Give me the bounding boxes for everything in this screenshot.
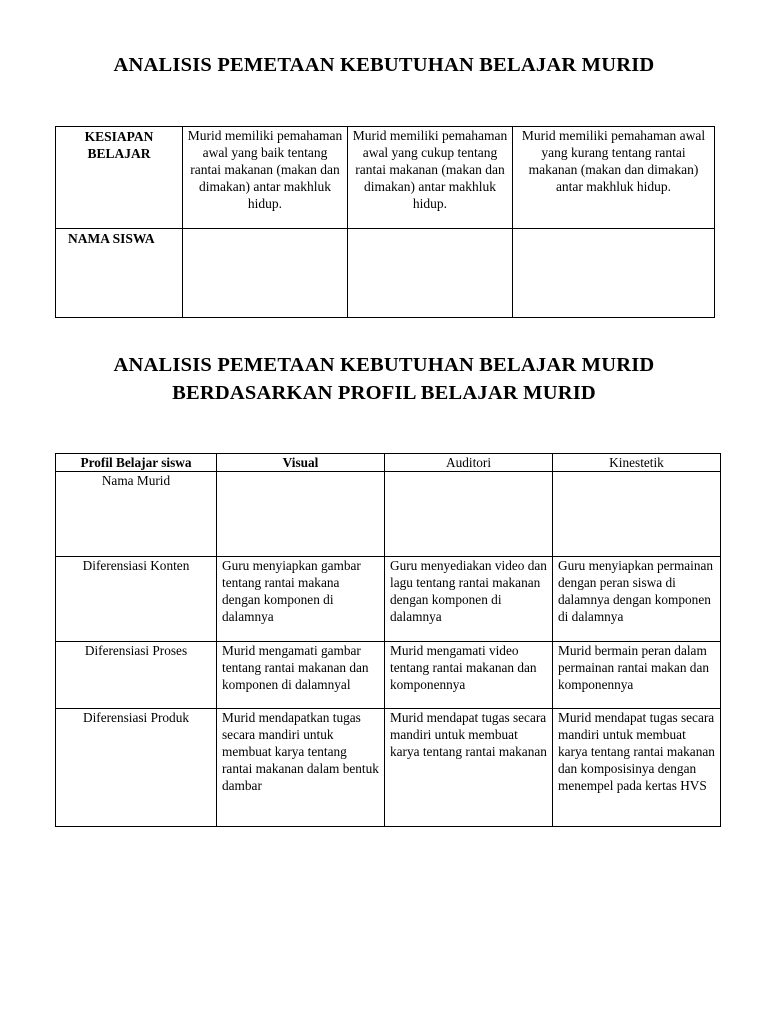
table-cell: Murid mengamati gambar tentang rantai makanan dan komponen di dalamnyal	[217, 642, 385, 709]
table-row	[56, 229, 715, 318]
empty-cell	[553, 472, 721, 557]
section-title-line-1: ANALISIS PEMETAAN KEBUTUHAN BELAJAR MURID	[113, 354, 655, 376]
table-cell: Murid bermain peran dalam permainan rantai makan dan komponennya	[553, 642, 721, 709]
readiness-moderate-cell: Murid memiliki pemahaman awal yang cukup tentang rantai makanan (makan dan dimakan) antar makhluk hidup.	[348, 127, 513, 229]
column-header: Profil Belajar siswa	[56, 454, 217, 472]
table-header-row	[56, 454, 721, 472]
empty-cell	[385, 472, 553, 557]
row-label: Diferensiasi Konten	[56, 557, 217, 642]
table-row	[56, 557, 721, 642]
nama-siswa-label: NAMA SISWA	[56, 229, 183, 318]
table-cell: Murid mendapat tugas secara mandiri untuk membuat karya tentang rantai makanan dan komposisinya dengan menempel pada kertas HVS	[553, 709, 721, 827]
column-header: Auditori	[385, 454, 553, 472]
section-title-line-2: BERDASARKAN PROFIL BELAJAR MURID	[172, 382, 596, 404]
empty-cell	[217, 472, 385, 557]
section-title	[0, 351, 768, 407]
column-header: Visual	[217, 454, 385, 472]
row-label: Diferensiasi Proses	[56, 642, 217, 709]
table-cell: Guru menyiapkan gambar tentang rantai makana dengan komponen di dalamnya	[217, 557, 385, 642]
empty-cell	[513, 229, 715, 318]
empty-cell	[348, 229, 513, 318]
table-cell: Murid mendapatkan tugas secara mandiri untuk membuat karya tentang rantai makanan dalam bentuk dambar	[217, 709, 385, 827]
learning-readiness-table	[55, 126, 715, 318]
table-row	[56, 709, 721, 827]
table-cell: Murid mendapat tugas secara mandiri untuk membuat karya tentang rantai makanan	[385, 709, 553, 827]
kesiapan-belajar-label: KESIAPAN BELAJAR	[56, 127, 183, 229]
table-row	[56, 472, 721, 557]
table-cell: Murid mengamati video tentang rantai makanan dan komponennya	[385, 642, 553, 709]
table-row	[56, 642, 721, 709]
row-label: Diferensiasi Produk	[56, 709, 217, 827]
column-header: Kinestetik	[553, 454, 721, 472]
table-row	[56, 127, 715, 229]
nama-murid-label: Nama Murid	[56, 472, 217, 557]
table-cell: Guru menyiapkan permainan dengan peran siswa di dalamnya dengan komponen di dalamnya	[553, 557, 721, 642]
page-title: ANALISIS PEMETAAN KEBUTUHAN BELAJAR MURID	[113, 54, 655, 76]
readiness-good-cell: Murid memiliki pemahaman awal yang baik tentang rantai makanan (makan dan dimakan) antar makhluk hidup.	[183, 127, 348, 229]
readiness-low-cell: Murid memiliki pemahaman awal yang kurang tentang rantai makanan (makan dan dimakan) antar makhluk hidup.	[513, 127, 715, 229]
learning-profile-table	[55, 453, 721, 827]
table-cell: Guru menyediakan video dan lagu tentang rantai makanan dengan komponen di dalamnya	[385, 557, 553, 642]
empty-cell	[183, 229, 348, 318]
